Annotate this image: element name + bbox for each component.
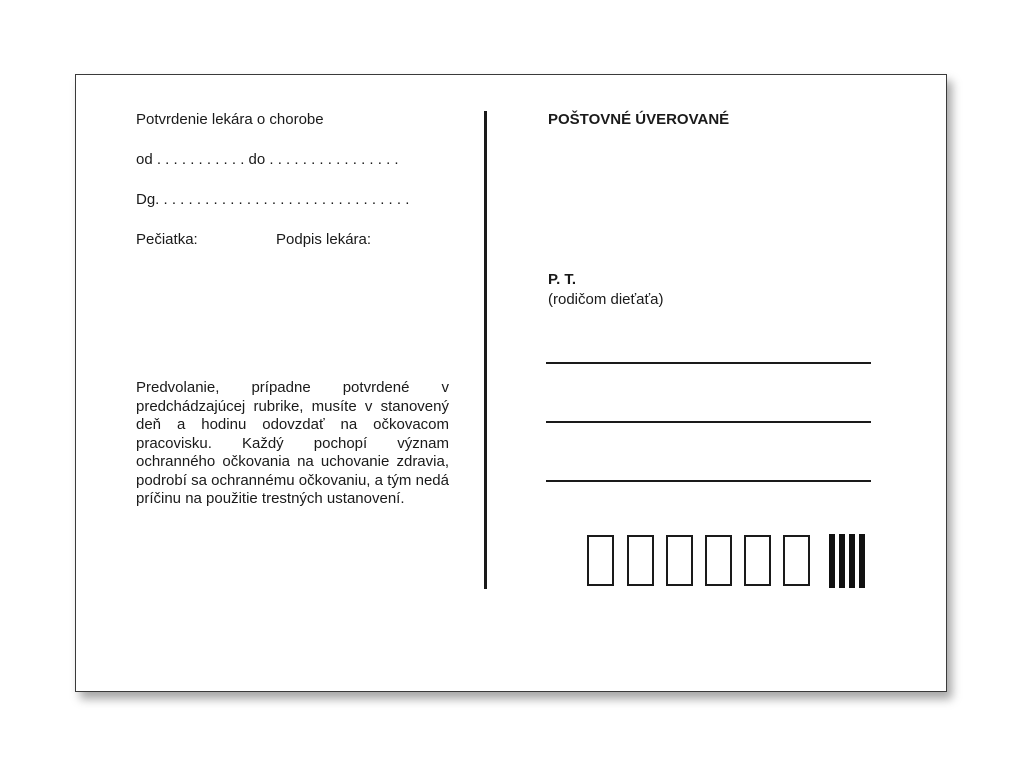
center-divider (484, 111, 487, 589)
diagnosis-line: Dg. . . . . . . . . . . . . . . . . . . . . . . . . . . . . . . (136, 191, 410, 208)
postal-code-box (627, 535, 654, 586)
barcode-bar (829, 534, 835, 588)
barcode-bar (839, 534, 845, 588)
certificate-title: Potvrdenie lekára o chorobe (136, 111, 324, 128)
postal-code-box (783, 535, 810, 586)
postage-label: POŠTOVNÉ ÚVEROVANÉ (548, 111, 730, 128)
barcode-bar (849, 534, 855, 588)
summons-paragraph: Predvolanie, prípadne potvrdené v predchádzajúcej rubrike, musíte v stanovený deň a hodinu odovzdať na očkovacom pracovisku. Každý pochopí význam ochranného očkovania na uchovanie zdravia, podrobí sa ochrannému očkovaniu, a tým nedá príčinu na použitie trestných ustanovení. (136, 379, 449, 507)
barcode-bar (859, 534, 865, 588)
pt-label: P. T. (548, 271, 577, 288)
stamp-label: Pečiatka: (136, 231, 198, 248)
address-line (546, 362, 871, 364)
postcard (75, 74, 947, 692)
signature-label: Podpis lekára: (276, 231, 372, 248)
postal-code-box (666, 535, 693, 586)
postal-code-box (744, 535, 771, 586)
date-range-line: od . . . . . . . . . . . do . . . . . . . . . . . . . . . . (136, 151, 399, 168)
postal-code-box (705, 535, 732, 586)
address-line (546, 421, 871, 423)
address-line (546, 480, 871, 482)
postal-code-box (587, 535, 614, 586)
recipient-label: (rodičom dieťaťa) (548, 291, 664, 308)
